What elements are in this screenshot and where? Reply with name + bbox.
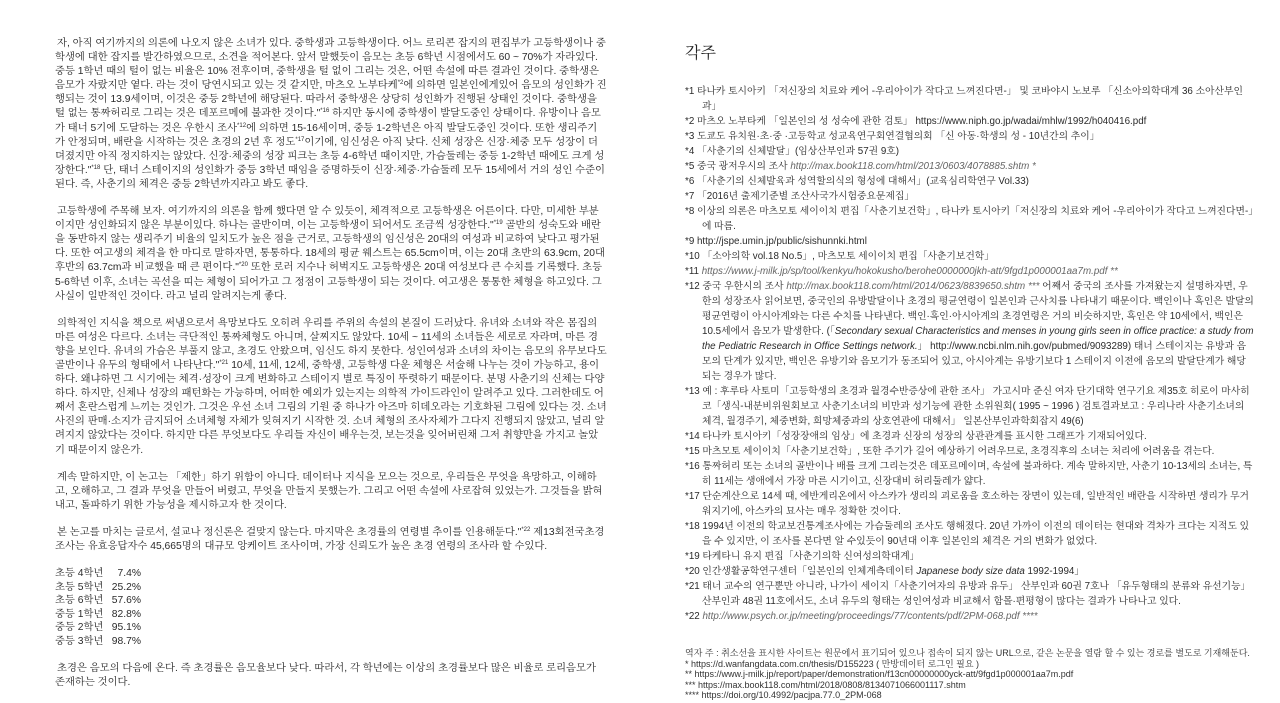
rate-value: 57.6%	[111, 595, 141, 607]
body-paragraph	[55, 471, 607, 513]
text-segment: *20 인간생활공학연구센터「일본인의 인체계측데이터	[685, 566, 917, 577]
rate-value: 95.1%	[111, 622, 141, 634]
footnote-item	[685, 204, 1255, 234]
text-segment: *3 도쿄도 유치원·초·중 ·고등학교 성교육연구회연결협의회 「신 아동·학생의 성 - 10년간의 추이」	[685, 131, 1100, 142]
text-segment: *17 단순계산으로 14세 때, 에반게리온에서 아스카가 생리의 괴로움을 호소하는 장면이 있는데, 일반적인 배란을 시작하면 생리가 무거워지기에, 아스카의 묘사는 매우 정확한 것이다.	[685, 491, 1249, 517]
footnote-ref[interactable]: *18	[91, 164, 101, 171]
text-segment: *21 태너 교수의 연구뿐만 아니라, 나가이 세이지「사춘기여자의 유방과 유두」 산부인과 60권 7호나 「유두형태의 분류와 유선기능」산부인과 48권 11호에서도, 소녀 유두의 형태는 성인여성과 비교해서 함몰·편평형이 많다는 결과가 나타나고 있다.	[685, 581, 1251, 607]
alternate-url[interactable]: * https://d.wanfangdata.com.cn/thesis/D155223 ( 만방데이터 로그인 필요 )	[685, 658, 980, 669]
text-segment: 자, 아직 여기까지의 의론에 나오지 않은 소녀가 있다. 중학생과 고등학생이다. 어느 로리콘 잡지의 편집부가 고등학생이나 중학생에 대한 잡지를 발간하였으므로, 소견을 적어본다. 앞서 말했듯이 음모는 초등 6학년 시점에서도 60 ~ 70%가 자라있다. 중등 1학년 때의 털이 없는 비율은 10% 전후이며, 중학생을 털 없이 그리는 것은, 어떤 속설에 따른 결과인 것이다. 중학생은 음모가 자랐지만 옅다. 라는 것이 당연시되고 있는 것 같지만, 마츠오 노부타케	[55, 38, 606, 92]
body-paragraph	[55, 205, 607, 304]
alternate-url[interactable]: ** https://www.j-milk.jp/report/paper/demonstration/f13cn00000000yck-att/9fgd1p000001aa7m.pdf	[685, 669, 1074, 680]
italic-title: Secondary sexual Characteristics and menses in young girls seen in office practice: a study from the Pediatric Research in Office Settings network.	[702, 326, 1254, 352]
translator-note	[685, 648, 1255, 701]
text-segment: *7 「2016년 출제기준별 조산사국가시험중요문제집」	[685, 191, 915, 202]
footnote-ref[interactable]: *19	[493, 220, 503, 227]
text-segment: 의학적인 지식을 책으로 써냄으로서 욕망보다도 오히려 우리를 주위의 속설의 본질이 드러났다. 유녀와 소녀와 작은 몸집의 마른 여성은 다르다. 소녀는 극단적인 통짜체형도 아니며, 살찌지도 않았다. 10세 ~ 11세의 소녀들은 세로로 자라며, 마른 경향을 보인다. 유녀의 가슴은 부풀지 않고, 초경도 안왔으며, 임신도 하지 못한다. 성인여성과 소녀의 차이는 음모의 유무보다도 골반이나 유두의 형태에서 나타난다."	[55, 317, 607, 371]
text-segment: *12 중국 우한시의 조사	[685, 281, 787, 292]
text-segment: *2 마츠오 노부타케 「일본인의 성 성숙에 관한 검토」 https://www.niph.go.jp/wadai/mhlw/1992/h040416.pdf	[685, 116, 1147, 127]
footnote-ref[interactable]: *22	[521, 526, 531, 533]
footnote-item	[685, 264, 1255, 279]
text-segment: *5 중국 광저우시의 조사	[685, 161, 791, 172]
text-segment: *18 1994년 이전의 학교보건통계조사에는 가슴둘레의 조사도 행해졌다. 20년 가까이 이전의 데이터는 현대와 격차가 크다는 지적도 있을 수 있지만, 이 조사를 본다면 알 수있듯이 90년대 이후 일본인의 체격은 거의 변화가 없었다.	[685, 521, 1250, 547]
grade-label: 초등 4학년	[55, 568, 104, 580]
footnote-ref[interactable]: *21	[219, 359, 229, 366]
text-segment: 」 http://www.ncbi.nlm.nih.gov/pubmed/9093289) 태너 스테이지는 유방과 음모의 단계가 있지만, 백인은 유방기와 음모기가 동조되어 있고, 아시아계는 유방기보다 1 스테이지 이전에 음모의 발달단계가 해당되는 경우가 많다.	[702, 341, 1247, 382]
text-segment: *19 타케타니 유지 편집「사춘기의학 신여성의학대계」	[685, 551, 920, 562]
menarche-rate-row	[55, 581, 607, 595]
footnote-item	[685, 444, 1255, 459]
footnote-item	[685, 609, 1255, 624]
text-segment: *16 통짜허리 또는 소녀의 골반이나 배를 크게 그리는것은 데포르메이며, 속설에 불과하다. 계속 말하지만, 사춘기 10-13세의 소녀는, 특히 11세는 생애에서 가장 마른 시기이고, 신장대비 허리둘레가 얇다.	[685, 461, 1253, 487]
grade-label: 초등 6학년	[55, 595, 104, 607]
text-segment: 이기에, 임신성은 아직 낮다. 신체 성장은 신장·체중 모두 성장이 더뎌졌지만 아직 정지하지는 않았다. 신장·체중의 성장 피크는 초등 4-6학년 때이지만, 가슴둘레는 중등 1-2학년 때에도 크게 성장한다."	[55, 136, 605, 176]
footnote-item	[685, 84, 1255, 114]
footnote-item	[685, 549, 1255, 564]
text-segment: 에 의하면 15-16세이며, 중등 1-2학년은 아직 발달도중인 것이다. 또한 생리주기가 안정되며, 배란을 시작하는 것은 초경의 2년 후 정도	[55, 122, 598, 148]
grade-label: 중등 1학년	[55, 608, 104, 620]
footnote-ref[interactable]: *12	[237, 122, 247, 129]
url-link[interactable]: http://max.book118.com/html/2014/0623/8839650.shtm ***	[786, 281, 1040, 292]
text-segment: *9 http://jspe.umin.jp/public/sishunnki.html	[685, 236, 867, 247]
menarche-rate-row	[55, 635, 607, 649]
body-paragraph	[55, 317, 607, 458]
text-segment: 고등학생에 주목해 보자. 여기까지의 의론을 함께 했다면 알 수 있듯이, 체격적으로 고등학생은 어른이다. 다만, 미세한 부분이지만 성인화되지 않은 부분이있다. 하나는 골반이며, 이는 고등학생이 되어서도 조금씩 성장한다."	[55, 206, 599, 232]
text-segment: *11	[685, 266, 702, 277]
footnote-item	[685, 249, 1255, 264]
text-segment: *8 이상의 의론은 마츠모토 세이이치 편집「사춘기보건학」, 타나카 토시아키「저신장의 치료와 케어 -우리아이가 작다고 느껴진다면-」에 따름.	[685, 206, 1254, 232]
footnote-item	[685, 519, 1255, 549]
grade-label: 중등 3학년	[55, 636, 104, 648]
footnote-list	[685, 84, 1255, 624]
alternate-url[interactable]: **** https://doi.org/10.4992/pacjpa.77.0_2PM-068	[685, 690, 882, 701]
text-segment: 10세, 11세, 12세, 중학생, 고등학생 다운 체형은 서술해 나누는 것이 가능하고, 용이하다. 왜냐하면 그 시기에는 체격·성장이 크게 변화하고 스테이지 별로 특징이 뚜렷하기 때문이다. 분명 사춘기의 신체는 다양하다. 하지만, 신체나 성장의 패턴화는 가능하며, 어떠한 예외가 있는지는 의학적 가이드라인이 알려주고 있다. 그러한데도 어째서 혼란스럽게 느끼는 것인가. 그것은 우선 소녀 그림의 기원 중 하나가 아즈마 히데오라는 기호화된 그림에 있다는 것. 소녀사진의 판매·소지가 금지되어 소녀체형 자체가 잊혀지기 시작한 것. 소녀 체형의 조사자체가 그다지 진행되지 않았고, 널리 알려지지 않았다는 것이다. 하지만 다른 무엇보다도 우리들 자신이 배우는것, 보는것을 잊어버린채 그저 취향만을 가지고 놀았기 때문이지 않은가.	[55, 359, 607, 456]
footnote-item	[685, 564, 1255, 579]
body-paragraph	[55, 526, 607, 554]
text-segment: *6 「사춘기의 신체발육과 성역할의식의 형성에 대해서」(교육심리학연구 Vol.33)	[685, 176, 1029, 187]
footnote-item	[685, 129, 1255, 144]
text-segment: 어째서 중국의 조사를 가져왔는지 설명하자면, 우한의 성장조사 읽어보면, 중국인의 유방발달이나 초경의 평균연령이 일본인과 근사치를 나타내기 때문이다. 백인이나 흑인은 발달의 평균연령이 아시아계와는 다른 수치를 나타낸다. 백인·흑인·아시아계의 초경연령은 거의 비슷하지만, 흑인은 약 10세에서, 백인은 10.5세에서 음모가 발생한다. (「	[702, 281, 1254, 337]
footnote-item	[685, 489, 1255, 519]
menarche-rate-row	[55, 621, 607, 635]
url-link[interactable]: http://www.psych.or.jp/meeting/proceedings/77/contents/pdf/2PM-068.pdf ****	[702, 611, 1038, 622]
text-segment: 제13회전국초경조사는 유효응답자수 45,665명의 대규모 앙케이트 조사이며, 가장 신뢰도가 높은 초경 연령의 조사라 할 수있다.	[55, 526, 605, 552]
text-segment: *1 타나카 토시아키 「저신장의 치료와 케어 -우리아이가 작다고 느껴진다면-」 및 코바야시 노보루 「신소아의학대계 36 소아산부인과」	[685, 86, 1243, 112]
footnote-item	[685, 429, 1255, 444]
footnote-ref[interactable]: *17	[295, 136, 305, 143]
text-segment: *4 「사춘기의 신체발달」(임상산부인과 57권 9호)	[685, 146, 900, 157]
text-segment: 하지만 동시에 중학생이 발달도중인 상태이다. 유방이나 음모가 태너 5기에 도달하는 것은 우한시 조사	[55, 108, 601, 134]
text-segment: 에 의하면 일본인에게있어 음모의 성인화가 진행되는 것이 13.9세이며, 이것은 중등 2학년에 해당된다. 따라서 중학생은 상당히 성인화가 진행된 상태인 것이다. 중학생을 털 없는 통짜허리로 그리는 것은 데포르메에 불과한 것이다."	[55, 80, 607, 120]
rate-value: 98.7%	[111, 636, 141, 648]
footnote-item	[685, 159, 1255, 174]
rate-value: 25.2%	[111, 581, 141, 593]
text-segment: 단, 태너 스테이지의 성인화가 중등 3학년 때임을 증명하듯이 신장·체중·가슴둘레 모두 15세에서 거의 성인 수준이 된다. 즉, 사춘기의 체격은 중등 2학년까지라고 봐도 좋다.	[55, 164, 605, 190]
text-segment: 계속 말하지만, 이 논고는 「제한」하기 위함이 아니다. 데이터나 지식을 모으는 것으로, 우리들은 무엇을 욕망하고, 이해하고, 오해하고, 그 결과 무엇을 만들어 버렸고, 무엇을 만들지 못했는가. 그리고 어떤 속설에 사로잡혀 있었는가. 그것들을 밝혀내고, 돌파하기 위한 가능성을 제시하고자 한 것이다.	[55, 471, 603, 511]
rate-value: 82.8%	[111, 608, 141, 620]
translator-note-text: 역자 주 : 취소선을 표시한 사이트는 원문에서 표기되어 있으나 접속이 되지 않는 URL으로, 같은 논문을 열람 할 수 있는 경로를 별도로 기재해둔다.	[685, 648, 1250, 658]
grade-label: 중등 2학년	[55, 622, 104, 634]
footnote-item	[685, 459, 1255, 489]
rate-value: 7.4%	[117, 568, 141, 580]
url-link[interactable]: http://max.book118.com/html/2013/0603/4078885.shtm *	[790, 161, 1036, 172]
footnote-item	[685, 144, 1255, 159]
footnote-item	[685, 384, 1255, 429]
text-segment: *10 「소아의학 vol.18 No.5」, 마츠모토 세이이치 편집「사춘기보건학」	[685, 251, 995, 262]
menarche-rate-row	[55, 567, 607, 581]
text-segment: *13 예 : 후루타 사토미「고등학생의 초경과 월경수반증상에 관한 조사」 가고시마 준신 여자 단기대학 연구기요 제35호 히로이 마사히코「생식-내분비위원회보고 사춘기소녀의 비만과 성기능에 관한 소위원회( 1995 ~ 1996 ) 검토결과보고 : 우리나라 사춘기소녀의 체격, 월경주기, 체중변화, 희망체중과의 상호연관에 대해서」 일본산부인과학회잡지 49(6)	[685, 386, 1250, 427]
footnotes-heading: 각주	[685, 45, 716, 62]
footnote-item	[685, 234, 1255, 249]
article-body	[55, 37, 607, 703]
text-segment: *22	[685, 611, 703, 622]
footnote-ref[interactable]: *2	[397, 80, 404, 87]
text-segment: 본 논고를 마치는 글로서, 설교나 정신론은 걸맞지 않는다. 마지막은 초경률의 연령별 추이를 인용해둔다."	[57, 526, 522, 538]
footnote-item	[685, 114, 1255, 129]
text-segment: *14 타나카 토시아키「성장장애의 임상」에 초경과 신장의 성장의 상관관계를 표시한 그래프가 기재되어있다.	[685, 431, 1147, 442]
footnote-item	[685, 579, 1255, 609]
footnotes-section	[685, 40, 1255, 701]
italic-title: Japanese body size data	[916, 566, 1025, 577]
footnote-item	[685, 174, 1255, 189]
text-segment: 또한 로러 지수나 허벅지도 고등학생은 20대 여성보다 큰 수치를 기록했다. 초등 5-6학년 이후, 소녀는 곡선을 띠는 체형이 되어가고 그 정점이 고등학생이 되는 것이다. 여고생은 통통한 체형을 하고있다. 그 사실이 일반적인 것이다. 라고 널리 알려지는게 좋다.	[55, 262, 603, 302]
body-paragraph	[55, 37, 607, 192]
footnote-item	[685, 189, 1255, 204]
alternate-url[interactable]: *** https://max.book118.com/html/2018/0808/8134071066001117.shtm	[685, 679, 966, 690]
footnote-ref[interactable]: *16	[320, 108, 330, 115]
footnote-ref[interactable]: *20	[238, 262, 248, 269]
menarche-rate-row	[55, 594, 607, 608]
text-segment: 1992-1994」	[1024, 566, 1085, 577]
menarche-rate-row	[55, 608, 607, 622]
grade-label: 초등 5학년	[55, 581, 104, 593]
footnote-item	[685, 279, 1255, 384]
conclusion-paragraph: 초경은 음모의 다음에 온다. 즉 초경률은 음모율보다 낮다. 따라서, 각 학년에는 이상의 초경률보다 많은 비율로 로리음모가 존재하는 것이다.	[55, 662, 596, 688]
menarche-rate-list	[55, 567, 607, 649]
text-segment: 골반의 성숙도와 배란을 동반하지 않는 생리주기 비율의 일치도가 높은 점을 근거로, 고등학생의 임신성은 20대의 여성과 비교하여 낮다고 평가된다. 또한 여고생의 체격을 한 마디로 말하자면, 통통하다. 18세의 평균 웨스트는 65.5cm이며, 이는 20대 초반의 63.9cm, 20대 후반의 63.7cm과 비교했을 때 큰 편이다."	[55, 220, 605, 274]
text-segment: *15 마츠모토 세이이치「사춘기보건학」, 또한 주기가 길어 예상하기 어려우므로, 초경직후의 소녀는 처리에 어려움을 겪는다.	[685, 446, 1215, 457]
url-link[interactable]: https://www.j-milk.jp/sp/tool/kenkyu/hokokusho/berohe0000000jkh-att/9fgd1p000001aa7m.pdf **	[701, 266, 1118, 277]
